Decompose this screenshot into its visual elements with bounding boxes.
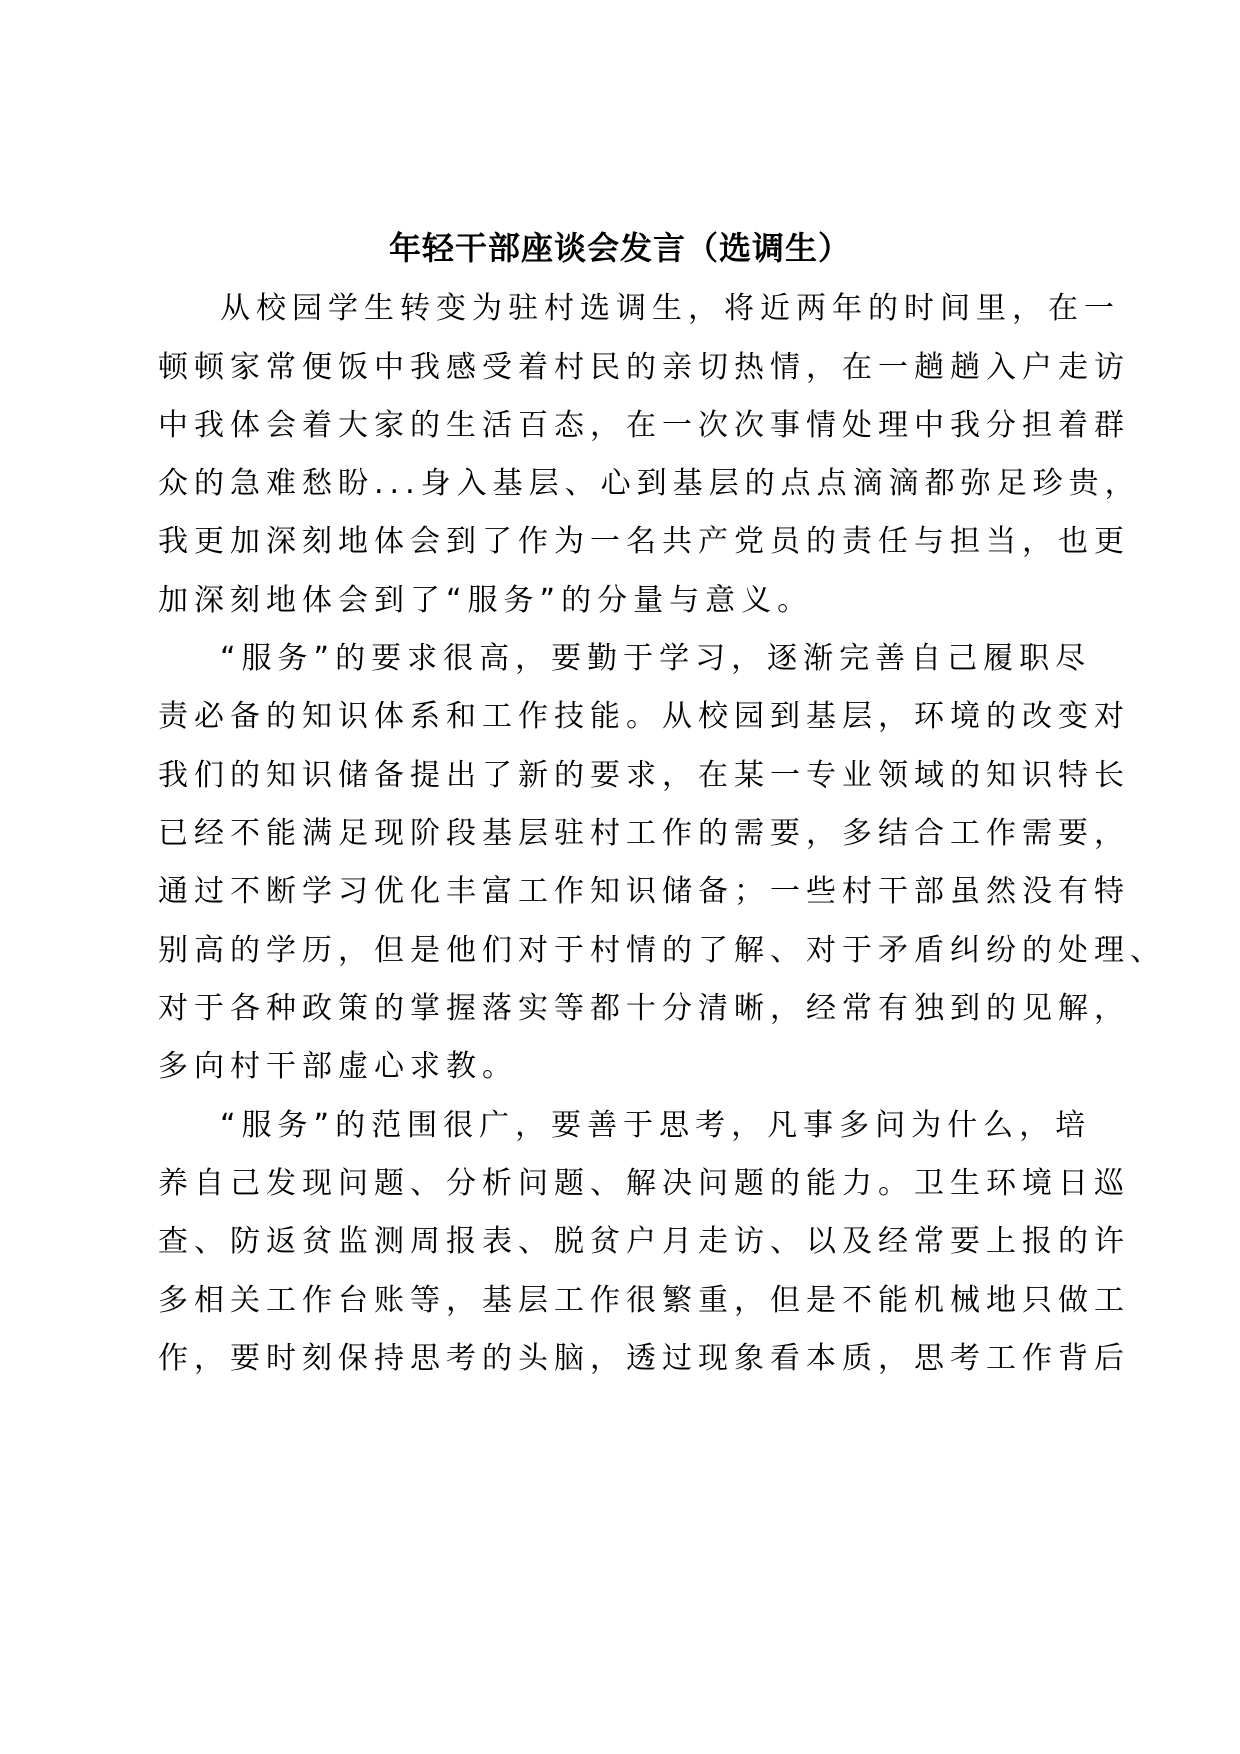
text-line: 养自己发现问题、分析问题、解决问题的能力。卫生环境日巡 [158, 1166, 1130, 1201]
text-line: 查、防返贫监测周报表、脱贫户月走访、以及经常要上报的许 [158, 1224, 1130, 1259]
text-line: 我们的知识储备提出了新的要求，在某一专业领域的知识特长 [158, 758, 1130, 793]
text-line: “服务”的范围很广，要善于思考，凡事多问为什么，培 [220, 1108, 1092, 1143]
text-line: 别高的学历，但是他们对于村情的了解、对于矛盾纠纷的处理、 [158, 933, 1166, 968]
text-line: 多向村干部虚心求教。 [158, 1049, 518, 1084]
text-line: 中我体会着大家的生活百态，在一次次事情处理中我分担着群 [158, 408, 1130, 443]
text-line: 责必备的知识体系和工作技能。从校园到基层，环境的改变对 [158, 699, 1130, 734]
text-line: “服务”的要求很高，要勤于学习，逐渐完善自己履职尽 [220, 641, 1092, 676]
text-line: 对于各种政策的掌握落实等都十分清晰，经常有独到的见解， [158, 991, 1130, 1026]
text-line: 众的急难愁盼...身入基层、心到基层的点点滴滴都弥足珍贵， [158, 466, 1141, 501]
text-line: 从校园学生转变为驻村选调生，将近两年的时间里，在一 [220, 291, 1120, 326]
text-line: 多相关工作台账等，基层工作很繁重，但是不能机械地只做工 [158, 1283, 1130, 1318]
text-line: 加深刻地体会到了“服务”的分量与意义。 [158, 583, 814, 618]
text-line: 作，要时刻保持思考的头脑，透过现象看本质，思考工作背后 [158, 1341, 1130, 1376]
text-line: 顿顿家常便饭中我感受着村民的亲切热情，在一趟趟入户走访 [158, 350, 1130, 385]
document-title: 年轻干部座谈会发言（选调生） [388, 229, 851, 267]
text-line: 通过不断学习优化丰富工作知识储备；一些村干部虽然没有特 [158, 874, 1130, 909]
text-line: 已经不能满足现阶段基层驻村工作的需要，多结合工作需要， [158, 816, 1130, 851]
text-line: 我更加深刻地体会到了作为一名共产党员的责任与担当，也更 [158, 524, 1130, 559]
